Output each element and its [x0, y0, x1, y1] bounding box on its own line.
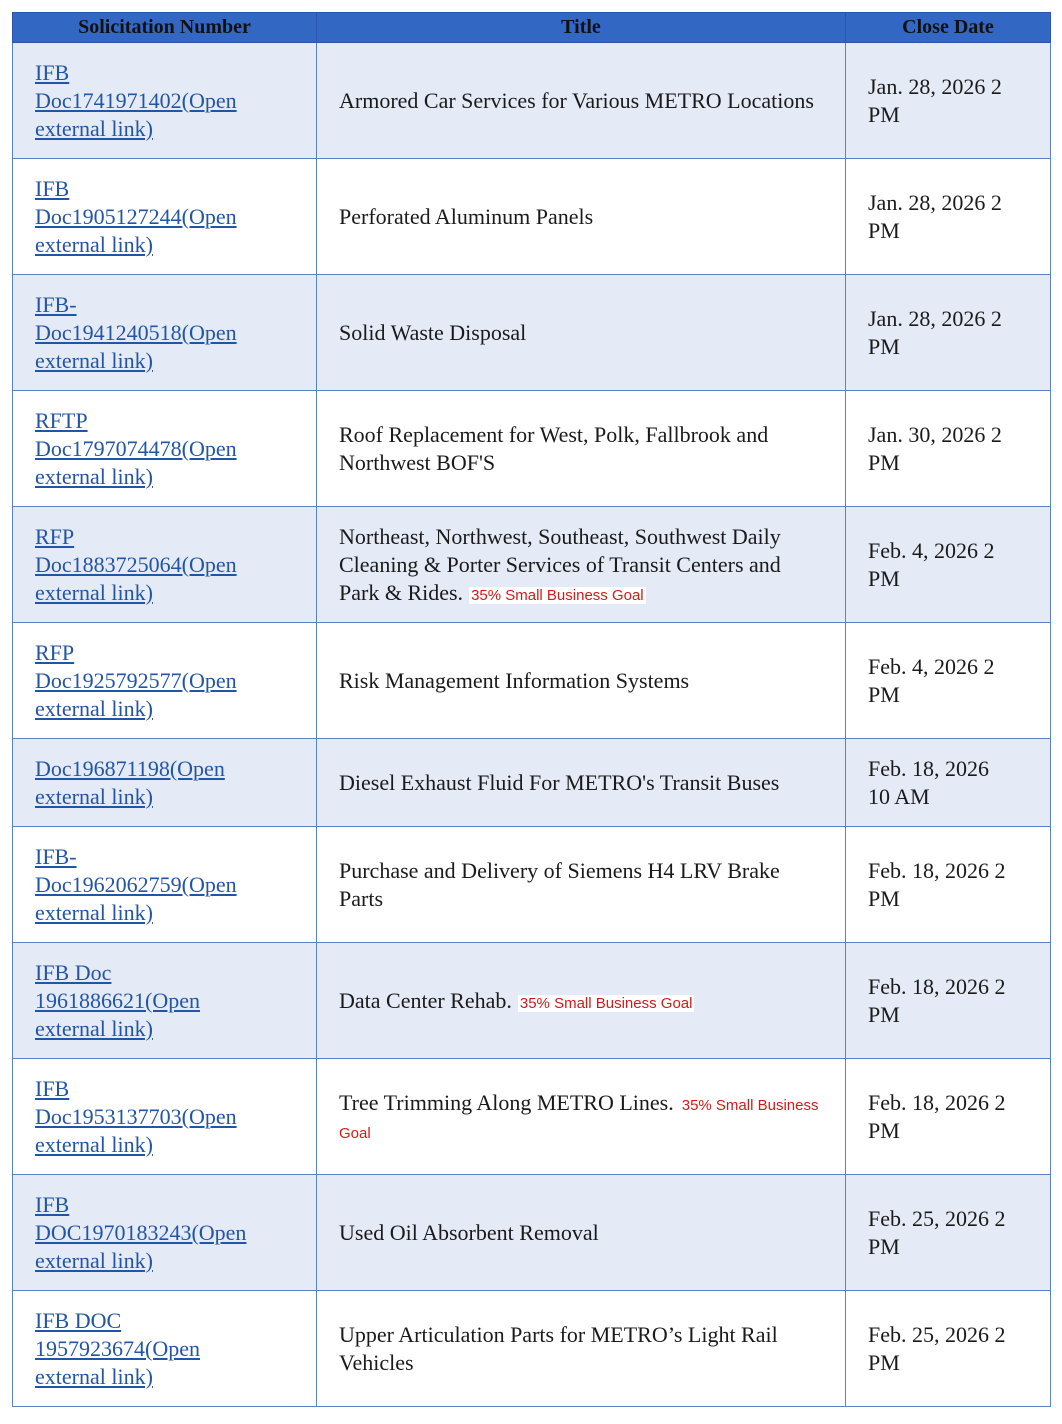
table-row [13, 391, 1051, 507]
table-row [13, 507, 1051, 623]
close-date-line: Jan. 28, 2026 2 [868, 305, 1002, 331]
solicitation-link-line: RFP [35, 639, 75, 665]
table-row [13, 159, 1051, 275]
solicitation-link-line: external link) [35, 1131, 153, 1157]
title-text: Risk Management Information Systems [339, 667, 690, 693]
solicitation-link[interactable] [35, 1191, 294, 1275]
solicitation-cell [13, 1059, 317, 1175]
solicitation-link-line: IFB DOC [35, 1307, 122, 1333]
close-date-line: Feb. 18, 2026 [868, 755, 989, 781]
solicitation-link[interactable] [35, 639, 294, 723]
close-date-line: PM [868, 885, 900, 911]
solicitation-link-line: external link) [35, 347, 153, 373]
solicitation-link-line: external link) [35, 1247, 153, 1273]
title-text: Purchase and Delivery of Siemens H4 LRV Brake Parts [339, 857, 780, 911]
solicitation-link-line: Doc1883725064(Open [35, 551, 237, 577]
close-date-line: PM [868, 333, 900, 359]
solicitation-link-line: external link) [35, 695, 153, 721]
close-date-line: Feb. 4, 2026 2 [868, 537, 995, 563]
solicitations-table-container [12, 12, 1050, 1407]
close-date-cell [846, 507, 1051, 623]
title-text: Perforated Aluminum Panels [339, 203, 594, 229]
solicitation-link-line: Doc196871198(Open [35, 755, 225, 781]
close-date-line: PM [868, 1233, 900, 1259]
close-date-line: Feb. 18, 2026 2 [868, 857, 1006, 883]
title-cell [317, 1059, 846, 1175]
header-close-date: Close Date [846, 13, 1051, 43]
solicitation-cell [13, 623, 317, 739]
table-row [13, 623, 1051, 739]
close-date-cell [846, 1175, 1051, 1291]
close-date-line: Feb. 25, 2026 2 [868, 1205, 1006, 1231]
title-text: Upper Articulation Parts for METRO’s Light Rail Vehicles [339, 1321, 778, 1375]
title-cell [317, 623, 846, 739]
title-text: Solid Waste Disposal [339, 319, 527, 345]
solicitation-link-line: external link) [35, 1363, 153, 1389]
solicitation-link-line: IFB- [35, 291, 77, 317]
close-date-line: PM [868, 217, 900, 243]
close-date-line: PM [868, 681, 900, 707]
solicitation-cell [13, 1175, 317, 1291]
close-date-line: Feb. 18, 2026 2 [868, 1089, 1006, 1115]
solicitation-link-line: IFB [35, 59, 70, 85]
solicitation-link-line: external link) [35, 899, 153, 925]
title-text: Used Oil Absorbent Removal [339, 1219, 599, 1245]
solicitation-link-line: IFB- [35, 843, 77, 869]
solicitation-cell [13, 1291, 317, 1407]
solicitation-link-line: IFB Doc [35, 959, 112, 985]
solicitation-link[interactable] [35, 959, 294, 1043]
close-date-line: Jan. 28, 2026 2 [868, 189, 1002, 215]
solicitation-link[interactable] [35, 291, 294, 375]
close-date-line: PM [868, 565, 900, 591]
table-row [13, 827, 1051, 943]
close-date-line: Feb. 18, 2026 2 [868, 973, 1006, 999]
solicitation-link[interactable] [35, 843, 294, 927]
solicitation-link-line: 1961886621(Open [35, 987, 200, 1013]
small-business-goal-badge: 35% Small Business Goal [339, 1096, 819, 1142]
title-text: Northeast, Northwest, Southeast, Southwest Daily Cleaning & Porter Services of Transit Centers and Park & Rides. [339, 523, 781, 605]
solicitation-link-line: external link) [35, 1015, 153, 1041]
solicitation-link[interactable] [35, 523, 294, 607]
close-date-cell [846, 1059, 1051, 1175]
solicitation-link-line: DOC1970183243(Open [35, 1219, 247, 1245]
solicitation-cell [13, 739, 317, 827]
solicitation-cell [13, 159, 317, 275]
solicitation-link[interactable] [35, 755, 294, 811]
table-row [13, 739, 1051, 827]
title-cell [317, 827, 846, 943]
small-business-goal-badge: 35% Small Business Goal [519, 994, 693, 1012]
title-cell [317, 43, 846, 159]
close-date-line: PM [868, 449, 900, 475]
header-row [13, 13, 1051, 43]
close-date-cell [846, 275, 1051, 391]
solicitation-link-line: Doc1941240518(Open [35, 319, 237, 345]
solicitation-cell [13, 507, 317, 623]
solicitation-link-line: Doc1741971402(Open [35, 87, 237, 113]
close-date-cell [846, 827, 1051, 943]
title-cell [317, 275, 846, 391]
solicitation-link-line: RFTP [35, 407, 88, 433]
title-text: Tree Trimming Along METRO Lines. [339, 1089, 674, 1115]
close-date-line: PM [868, 1001, 900, 1027]
table-row [13, 1175, 1051, 1291]
solicitation-cell [13, 943, 317, 1059]
solicitation-cell [13, 391, 317, 507]
solicitation-cell [13, 43, 317, 159]
header-title: Title [317, 13, 846, 43]
solicitation-link-line: RFP [35, 523, 75, 549]
table-row [13, 43, 1051, 159]
close-date-line: Feb. 25, 2026 2 [868, 1321, 1006, 1347]
solicitation-link-line: IFB [35, 1075, 70, 1101]
title-cell [317, 943, 846, 1059]
solicitation-link-line: external link) [35, 579, 153, 605]
close-date-cell [846, 1291, 1051, 1407]
title-text: Data Center Rehab. [339, 987, 512, 1013]
solicitation-link-line: Doc1962062759(Open [35, 871, 237, 897]
solicitation-link-line: Doc1905127244(Open [35, 203, 237, 229]
table-body [13, 43, 1051, 1407]
title-cell [317, 507, 846, 623]
solicitations-table [12, 12, 1051, 1407]
solicitation-link[interactable] [35, 1307, 294, 1391]
title-cell [317, 159, 846, 275]
close-date-cell [846, 391, 1051, 507]
close-date-line: PM [868, 1349, 900, 1375]
solicitation-link-line: external link) [35, 463, 153, 489]
close-date-cell [846, 159, 1051, 275]
solicitation-link[interactable] [35, 59, 294, 143]
table-header [13, 13, 1051, 43]
solicitation-link-line: IFB [35, 175, 70, 201]
solicitation-link-line: Doc1797074478(Open [35, 435, 237, 461]
table-row [13, 1059, 1051, 1175]
header-solicitation-number: Solicitation Number [13, 13, 317, 43]
solicitation-link-line: 1957923674(Open [35, 1335, 200, 1361]
solicitation-link-line: external link) [35, 231, 153, 257]
close-date-line: Jan. 30, 2026 2 [868, 421, 1002, 447]
small-business-goal-badge: 35% Small Business Goal [471, 586, 644, 604]
close-date-cell [846, 43, 1051, 159]
close-date-line: PM [868, 101, 900, 127]
title-cell [317, 1175, 846, 1291]
close-date-line: Feb. 4, 2026 2 [868, 653, 995, 679]
close-date-cell [846, 943, 1051, 1059]
solicitation-link[interactable] [35, 175, 294, 259]
table-row [13, 275, 1051, 391]
solicitation-link-line: Doc1925792577(Open [35, 667, 237, 693]
solicitation-link-line: Doc1953137703(Open [35, 1103, 237, 1129]
solicitation-cell [13, 275, 317, 391]
table-row [13, 1291, 1051, 1407]
title-cell [317, 391, 846, 507]
close-date-line: PM [868, 1117, 900, 1143]
close-date-cell [846, 739, 1051, 827]
title-cell [317, 1291, 846, 1407]
title-text: Roof Replacement for West, Polk, Fallbrook and Northwest BOF'S [339, 421, 769, 475]
title-text: Armored Car Services for Various METRO Locations [339, 87, 814, 113]
solicitation-link-line: IFB [35, 1191, 70, 1217]
close-date-line: 10 AM [868, 783, 930, 809]
solicitation-link-line: external link) [35, 783, 153, 809]
close-date-cell [846, 623, 1051, 739]
solicitation-link[interactable] [35, 407, 294, 491]
title-text: Diesel Exhaust Fluid For METRO's Transit Buses [339, 769, 780, 795]
close-date-line: Jan. 28, 2026 2 [868, 73, 1002, 99]
solicitation-link[interactable] [35, 1075, 294, 1159]
table-row [13, 943, 1051, 1059]
solicitation-cell [13, 827, 317, 943]
title-cell [317, 739, 846, 827]
solicitation-link-line: external link) [35, 115, 153, 141]
